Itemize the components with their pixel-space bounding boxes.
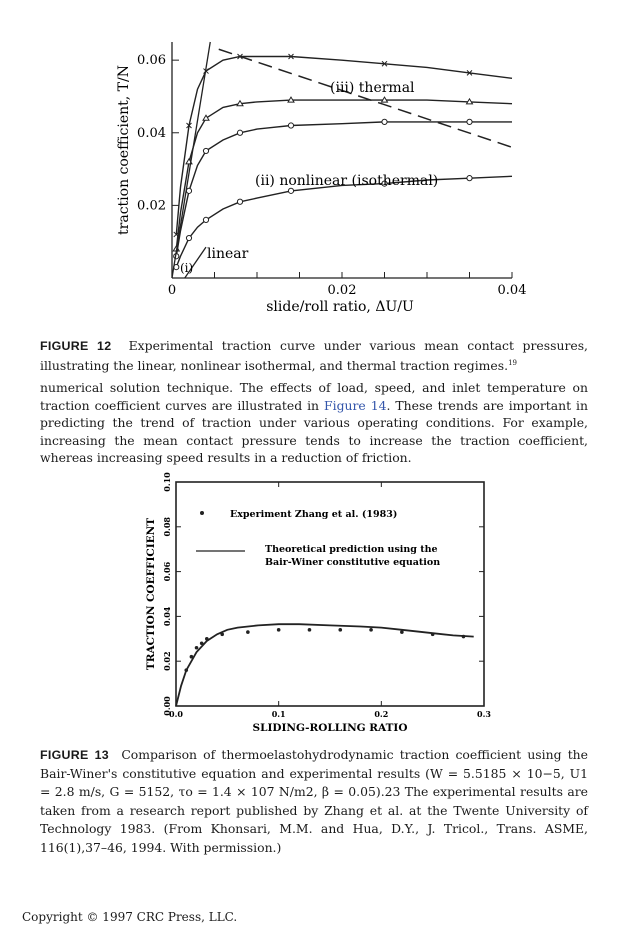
legend-experiment-label: Experiment Zhang et al. (1983) [230, 509, 398, 520]
y-tick-label: 0.04 [137, 125, 166, 141]
x-tick-label: 0.2 [374, 709, 389, 719]
experiment-point [246, 630, 250, 634]
data-point-circle [237, 130, 242, 135]
experiment-point [220, 633, 224, 637]
traction-curve-3 [176, 122, 512, 256]
x-tick-label: 0.04 [497, 283, 527, 298]
y-tick-label: 0.08 [162, 517, 172, 537]
data-point-circle [467, 119, 472, 124]
experiment-point [200, 641, 204, 645]
experiment-point [400, 630, 404, 634]
data-point-circle [186, 188, 191, 193]
experiment-point [195, 646, 199, 650]
data-point-circle [467, 176, 472, 181]
x-tick-label: 0.0 [169, 709, 183, 719]
experiment-point [431, 633, 435, 637]
experiment-point [308, 628, 312, 632]
experiment-point [462, 635, 466, 639]
body-paragraph [40, 379, 588, 467]
figure-13-label: FIGURE 13 [40, 748, 109, 762]
y-tick-label: 0.06 [162, 561, 172, 582]
figure-13-caption [40, 746, 588, 858]
x-tick-label: 0.3 [477, 709, 491, 719]
legend-dot-marker [200, 511, 204, 515]
y-tick-label: 0.10 [162, 472, 172, 492]
experiment-point [277, 628, 281, 632]
y-tick-label: 0.02 [137, 198, 166, 214]
data-point-triangle [203, 115, 209, 120]
experiment-point [190, 655, 194, 659]
experiment-point [184, 668, 188, 672]
figure-12-ref: 19 [508, 358, 517, 367]
linear-asymptote [172, 42, 210, 278]
y-tick-label: 0.06 [137, 53, 166, 69]
data-point-circle [203, 148, 208, 153]
x-axis-label: slide/roll ratio, ΔU/U [266, 299, 414, 315]
thermal-dashed-line [219, 49, 512, 147]
figure-12-caption-text: Experimental traction curve under various mean contact pressures, illustrating the linear, nonlinear isothermal, and thermal traction regimes. [40, 338, 588, 373]
annotation-thermal: (iii) thermal [330, 80, 415, 96]
figure-12-chart [0, 0, 638, 330]
x-tick-label: 0.1 [271, 709, 286, 719]
y-axis-label: TRACTION COEFFICIENT [145, 517, 157, 671]
y-tick-label: 0.04 [162, 606, 172, 627]
x-tick-label: 0 [167, 283, 177, 298]
x-tick-label: 0.02 [327, 283, 357, 298]
theory-curve [176, 624, 474, 706]
paragraph-text-2: . These trends are important in predicting the trend of traction under various operating conditions. For example, increasing the mean contact pressure tends to increase the traction coefficient, whereas increasing speed results in a reduction of friction. [40, 397, 588, 465]
y-tick-label: 0.02 [162, 651, 172, 671]
annotation-linear: linear [207, 246, 249, 262]
data-point-circle [237, 199, 242, 204]
y-tick-label: 0.00 [162, 696, 172, 716]
annotation-nonlinear: (ii) nonlinear (isothermal) [255, 173, 439, 189]
annotation-i: (i) [180, 261, 194, 275]
figure-12-caption [40, 336, 588, 375]
data-point-circle [382, 119, 387, 124]
copyright-footer: Copyright © 1997 CRC Press, LLC. [22, 910, 238, 924]
figure-14-link[interactable]: Figure 14 [324, 397, 387, 413]
experiment-point [205, 637, 209, 641]
y-axis-label: traction coefficient, T/N [116, 65, 132, 235]
data-point-circle [288, 123, 293, 128]
data-point-circle [288, 188, 293, 193]
data-point-circle [186, 235, 191, 240]
data-point-circle [203, 217, 208, 222]
paragraph-text-1: numerical solution technique. The effects of load, speed, and inlet temperature on traction coefficient curves are illustrated in [40, 380, 588, 413]
experiment-point [338, 628, 342, 632]
legend-theory-label-2: Bair-Winer constitutive equation [265, 557, 441, 568]
figure-13-caption-text: Comparison of thermoelastohydrodynamic traction coefficient using the Bair-Winer's constitutive equation and experimental results (W = 5.5185 × 10−5, U1 = 2.8 m/s, G = 5152, τo = 1.4 × 107 N/m2, β = 0.05).23 The experimental results are taken from a research report published by Zhang et al. at the Twente University of Technology 1983. (From Khonsari, M.M. and Hua, D.Y., J. Tricol., Trans. ASME, 116(1),37–46, 1994. With permission.) [40, 747, 588, 855]
figure-12-label: FIGURE 12 [40, 339, 112, 353]
figure-13-chart [0, 470, 638, 740]
x-axis-label: SLIDING-ROLLING RATIO [252, 722, 408, 734]
legend-theory-label-1: Theoretical prediction using the [265, 544, 438, 555]
experiment-point [369, 628, 373, 632]
